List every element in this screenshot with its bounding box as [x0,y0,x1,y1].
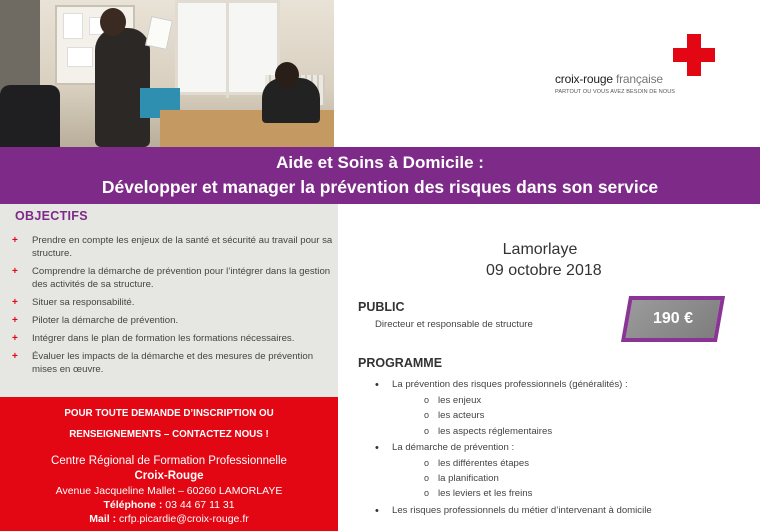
programme-list [375,378,755,520]
objective-item: + Intégrer dans le plan de formation les formations nécessaires. [12,333,295,344]
programme-subitem: o les leviers et les freins [424,486,755,501]
programme-item: • Les risques professionnels du métier d’intervenant à domicile [375,504,755,518]
programme-subitem: o les enjeux [424,393,755,408]
contact-phone[interactable]: Téléphone : 03 44 67 11 31 [103,499,235,511]
programme-subitem: o les aspects réglementaires [424,424,755,439]
objectives-list [12,234,334,381]
contact-address: Avenue Jacqueline Mallet – 60260 LAMORLAYE [55,485,283,497]
objective-item: + Évaluer les impacts de la démarche et des mesures de prévention mises en œuvre. [12,351,314,375]
contact-organisation-name: Croix-Rouge [134,470,204,482]
contact-organisation: Centre Régional de Formation Professionnelle [51,455,287,467]
contact-email[interactable]: Mail : crfp.picardie@croix-rouge.fr [89,513,249,525]
public-title: PUBLIC [358,300,405,314]
objectives-panel [0,204,338,397]
title-banner [0,147,760,204]
objective-item: + Situer sa responsabilité. [12,297,135,308]
contact-cta-line-2: RENSEIGNEMENTS – CONTACTEZ NOUS ! [69,429,269,440]
objectives-title: OBJECTIFS [15,209,88,223]
programme-subitem: o les différentes étapes [424,456,755,471]
contact-cta-line-1: POUR TOUTE DEMANDE D’INSCRIPTION OU [64,408,274,419]
programme-item: • La prévention des risques professionnels (généralités) : o les enjeux o les acteurs o les aspects réglementaires [375,378,755,439]
programme-subitem: o les acteurs [424,408,755,423]
programme-subitem: o la planification [424,471,755,486]
logo-tagline: PARTOUT OU VOUS AVEZ BESOIN DE NOUS [555,89,676,95]
contact-panel [0,397,338,531]
logo-name: croix-rouge française [555,72,663,86]
session-place: Lamorlaye [502,241,578,258]
programme-item: • La démarche de prévention : o les différentes étapes o la planification o les leviers et les freins [375,441,755,502]
title-line-1: Aide et Soins à Domicile : [276,153,484,172]
objective-item: + Piloter la démarche de prévention. [12,315,179,326]
objective-item: + Comprendre la démarche de prévention pour l’intégrer dans la gestion des activités de sa structure. [12,266,331,290]
red-cross-logo-icon [673,34,715,76]
title-line-2: Développer et manager la prévention des risques dans son service [101,177,659,197]
price-badge: 190 € [621,296,725,342]
public-value: Directeur et responsable de structure [375,319,533,330]
session-date: 09 octobre 2018 [486,262,602,279]
header-photo [0,0,334,147]
programme-title: PROGRAMME [358,356,443,370]
objective-item: + Prendre en compte les enjeux de la santé et sécurité au travail pour sa structure. [12,235,333,259]
